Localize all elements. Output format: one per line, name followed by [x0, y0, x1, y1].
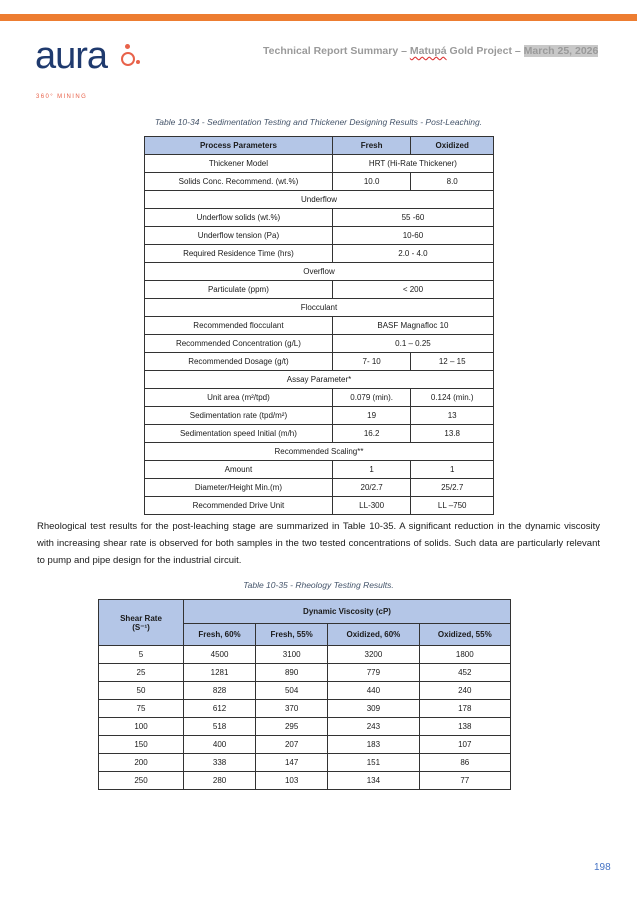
header-date: March 25, 2026 [523, 45, 599, 57]
viscosity-value: 370 [256, 700, 328, 718]
viscosity-value: 151 [328, 754, 419, 772]
col-header-fresh-60: Fresh, 60% [184, 624, 256, 646]
table-row [145, 227, 494, 245]
table-row [145, 245, 494, 263]
header-accent-bar [0, 14, 637, 21]
viscosity-value: 400 [184, 736, 256, 754]
logo-ring-icon [121, 52, 135, 66]
table-row [145, 263, 494, 281]
oxidized-value: 25/2.7 [411, 479, 494, 497]
shear-rate-value: 100 [99, 718, 184, 736]
fresh-value: 20/2.7 [332, 479, 411, 497]
sedimentation-table [144, 136, 494, 515]
table-row [145, 209, 494, 227]
row-label: Particulate (ppm) [145, 281, 333, 299]
row-label: Recommended Dosage (g/t) [145, 353, 333, 371]
shear-rate-value: 25 [99, 664, 184, 682]
table-row [145, 443, 494, 461]
header-title-mid: Gold Project – [446, 45, 524, 57]
rheology-table [98, 599, 511, 790]
viscosity-value: 183 [328, 736, 419, 754]
merged-value: 55 -60 [332, 209, 493, 227]
table-row [99, 700, 511, 718]
fresh-value: 0.079 (min). [332, 389, 411, 407]
fresh-value: 16.2 [332, 425, 411, 443]
oxidized-value: 12 – 15 [411, 353, 494, 371]
shear-rate-value: 250 [99, 772, 184, 790]
col-header-process-parameters: Process Parameters [145, 137, 333, 155]
viscosity-value: 828 [184, 682, 256, 700]
row-label: Required Residence Time (hrs) [145, 245, 333, 263]
header-project-name: Matupá [409, 45, 447, 57]
sedimentation-table-body [145, 155, 494, 515]
viscosity-value: 240 [419, 682, 510, 700]
viscosity-value: 1800 [419, 646, 510, 664]
viscosity-value: 77 [419, 772, 510, 790]
logo-tagline: 360° MINING [36, 94, 88, 100]
viscosity-value: 504 [256, 682, 328, 700]
fresh-value: LL-300 [332, 497, 411, 515]
row-label: Solids Conc. Recommend. (wt.%) [145, 173, 333, 191]
shear-rate-unit: (S⁻¹) [132, 622, 150, 632]
table-row [99, 772, 511, 790]
merged-value: < 200 [332, 281, 493, 299]
viscosity-value: 612 [184, 700, 256, 718]
oxidized-value: 13.8 [411, 425, 494, 443]
viscosity-value: 3100 [256, 646, 328, 664]
row-label: Underflow solids (wt.%) [145, 209, 333, 227]
viscosity-value: 452 [419, 664, 510, 682]
viscosity-value: 178 [419, 700, 510, 718]
viscosity-value: 86 [419, 754, 510, 772]
oxidized-value: 0.124 (min.) [411, 389, 494, 407]
table-row [145, 479, 494, 497]
row-label: Sedimentation rate (tpd/m²) [145, 407, 333, 425]
section-label: Overflow [145, 263, 494, 281]
fresh-value: 1 [332, 461, 411, 479]
table-10-35-caption: Table 10-35 - Rheology Testing Results. [243, 580, 394, 590]
oxidized-value: 8.0 [411, 173, 494, 191]
rheology-table-body [99, 646, 511, 790]
merged-value: HRT (Hi-Rate Thickener) [332, 155, 493, 173]
header-title-prefix: Technical Report Summary – [263, 45, 410, 57]
logo-dot-icon [136, 60, 140, 64]
shear-rate-value: 5 [99, 646, 184, 664]
shear-rate-value: 75 [99, 700, 184, 718]
table-row [145, 335, 494, 353]
row-label: Recommended flocculant [145, 317, 333, 335]
table-row [145, 371, 494, 389]
viscosity-value: 338 [184, 754, 256, 772]
col-header-fresh: Fresh [332, 137, 411, 155]
shear-rate-label: Shear Rate [120, 613, 162, 623]
col-header-oxidized-60: Oxidized, 60% [328, 624, 419, 646]
section-label: Flocculant [145, 299, 494, 317]
row-label: Sedimentation speed Initial (m/h) [145, 425, 333, 443]
viscosity-value: 147 [256, 754, 328, 772]
table-row [99, 718, 511, 736]
oxidized-value: LL –750 [411, 497, 494, 515]
viscosity-value: 1281 [184, 664, 256, 682]
row-label: Diameter/Height Min.(m) [145, 479, 333, 497]
report-header-title [263, 45, 598, 57]
col-header-dynamic-viscosity: Dynamic Viscosity (cP) [184, 600, 511, 624]
table-row [145, 155, 494, 173]
viscosity-value: 295 [256, 718, 328, 736]
viscosity-value: 3200 [328, 646, 419, 664]
merged-value: 10-60 [332, 227, 493, 245]
table-row [99, 736, 511, 754]
row-label: Recommended Concentration (g/L) [145, 335, 333, 353]
table-row [145, 497, 494, 515]
table-row [99, 646, 511, 664]
table-row [145, 317, 494, 335]
section-label: Underflow [145, 191, 494, 209]
aura-logo [35, 22, 155, 100]
fresh-value: 10.0 [332, 173, 411, 191]
logo-wordmark: aura [35, 35, 108, 77]
fresh-value: 7- 10 [332, 353, 411, 371]
row-label: Amount [145, 461, 333, 479]
viscosity-value: 107 [419, 736, 510, 754]
section-label: Recommended Scaling** [145, 443, 494, 461]
body-paragraph: Rheological test results for the post-leaching stage are summarized in Table 10-35. A significant reduction in the dynamic viscosity with increasing shear rate is observed for both samples in the two tested concentrations of solids. Such data are particularly relevant to pump and pipe design for the industrial circuit. [37, 521, 600, 566]
viscosity-value: 207 [256, 736, 328, 754]
table-row [145, 191, 494, 209]
table-row [145, 389, 494, 407]
oxidized-value: 13 [411, 407, 494, 425]
viscosity-value: 4500 [184, 646, 256, 664]
col-header-shear-rate [99, 600, 184, 646]
viscosity-value: 243 [328, 718, 419, 736]
viscosity-value: 103 [256, 772, 328, 790]
fresh-value: 19 [332, 407, 411, 425]
table-10-34-caption: Table 10-34 - Sedimentation Testing and Thickener Designing Results - Post-Leaching. [154, 117, 483, 127]
col-header-fresh-55: Fresh, 55% [256, 624, 328, 646]
viscosity-value: 890 [256, 664, 328, 682]
viscosity-value: 138 [419, 718, 510, 736]
shear-rate-value: 200 [99, 754, 184, 772]
table-row [99, 664, 511, 682]
viscosity-value: 134 [328, 772, 419, 790]
table-row [145, 281, 494, 299]
table-row [145, 173, 494, 191]
table-row [145, 353, 494, 371]
table-row [145, 299, 494, 317]
merged-value: 0.1 – 0.25 [332, 335, 493, 353]
row-label: Underflow tension (Pa) [145, 227, 333, 245]
viscosity-value: 440 [328, 682, 419, 700]
shear-rate-value: 150 [99, 736, 184, 754]
table-row [99, 682, 511, 700]
row-label: Recommended Drive Unit [145, 497, 333, 515]
shear-rate-value: 50 [99, 682, 184, 700]
oxidized-value: 1 [411, 461, 494, 479]
col-header-oxidized: Oxidized [411, 137, 494, 155]
page-number: 198 [594, 862, 611, 873]
viscosity-value: 309 [328, 700, 419, 718]
section-label: Assay Parameter* [145, 371, 494, 389]
table-row [145, 461, 494, 479]
viscosity-value: 518 [184, 718, 256, 736]
col-header-oxidized-55: Oxidized, 55% [419, 624, 510, 646]
viscosity-value: 280 [184, 772, 256, 790]
merged-value: BASF Magnafloc 10 [332, 317, 493, 335]
logo-dot-icon [125, 44, 130, 49]
merged-value: 2.0 - 4.0 [332, 245, 493, 263]
table-row [99, 754, 511, 772]
table-row [145, 407, 494, 425]
table-row [145, 425, 494, 443]
viscosity-value: 779 [328, 664, 419, 682]
row-label: Thickener Model [145, 155, 333, 173]
row-label: Unit area (m²/tpd) [145, 389, 333, 407]
